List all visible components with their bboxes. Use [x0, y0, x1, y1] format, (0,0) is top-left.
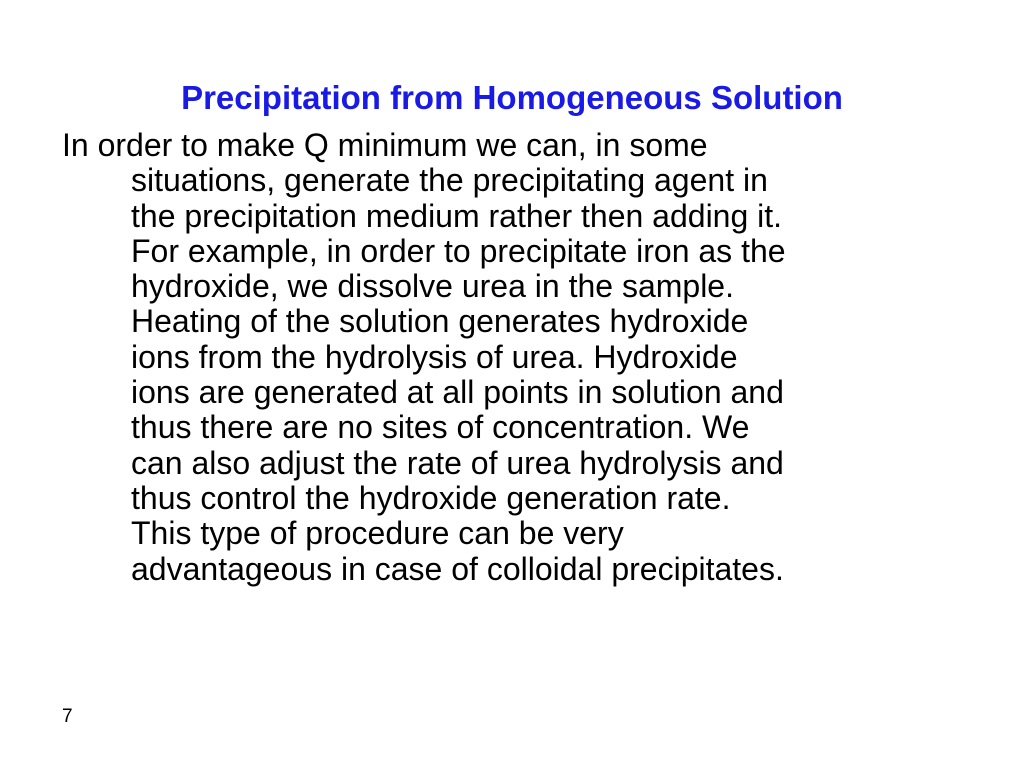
slide-body	[62, 128, 962, 587]
body-line: hydroxide, we dissolve urea in the sample.	[131, 268, 734, 305]
body-line: ions are generated at all points in solution and	[131, 374, 784, 411]
body-line: thus there are no sites of concentration. We	[131, 409, 750, 446]
body-line: Heating of the solution generates hydroxide	[131, 303, 749, 340]
body-line: can also adjust the rate of urea hydrolysis and	[131, 444, 784, 481]
body-line: ions from the hydrolysis of urea. Hydroxide	[131, 338, 738, 375]
body-line: thus control the hydroxide generation rate.	[131, 479, 731, 516]
page-number: 7	[62, 706, 73, 727]
body-line: the precipitation medium rather then adding it.	[131, 197, 783, 234]
body-line: situations, generate the precipitating agent in	[131, 162, 768, 199]
body-line: This type of procedure can be very	[131, 515, 624, 552]
body-line: advantageous in case of colloidal precipitates.	[131, 550, 784, 587]
body-line: In order to make Q minimum we can, in some	[62, 127, 708, 163]
body-line: For example, in order to precipitate iron as the	[131, 232, 786, 269]
slide-title: Precipitation from Homogeneous Solution	[181, 79, 843, 116]
